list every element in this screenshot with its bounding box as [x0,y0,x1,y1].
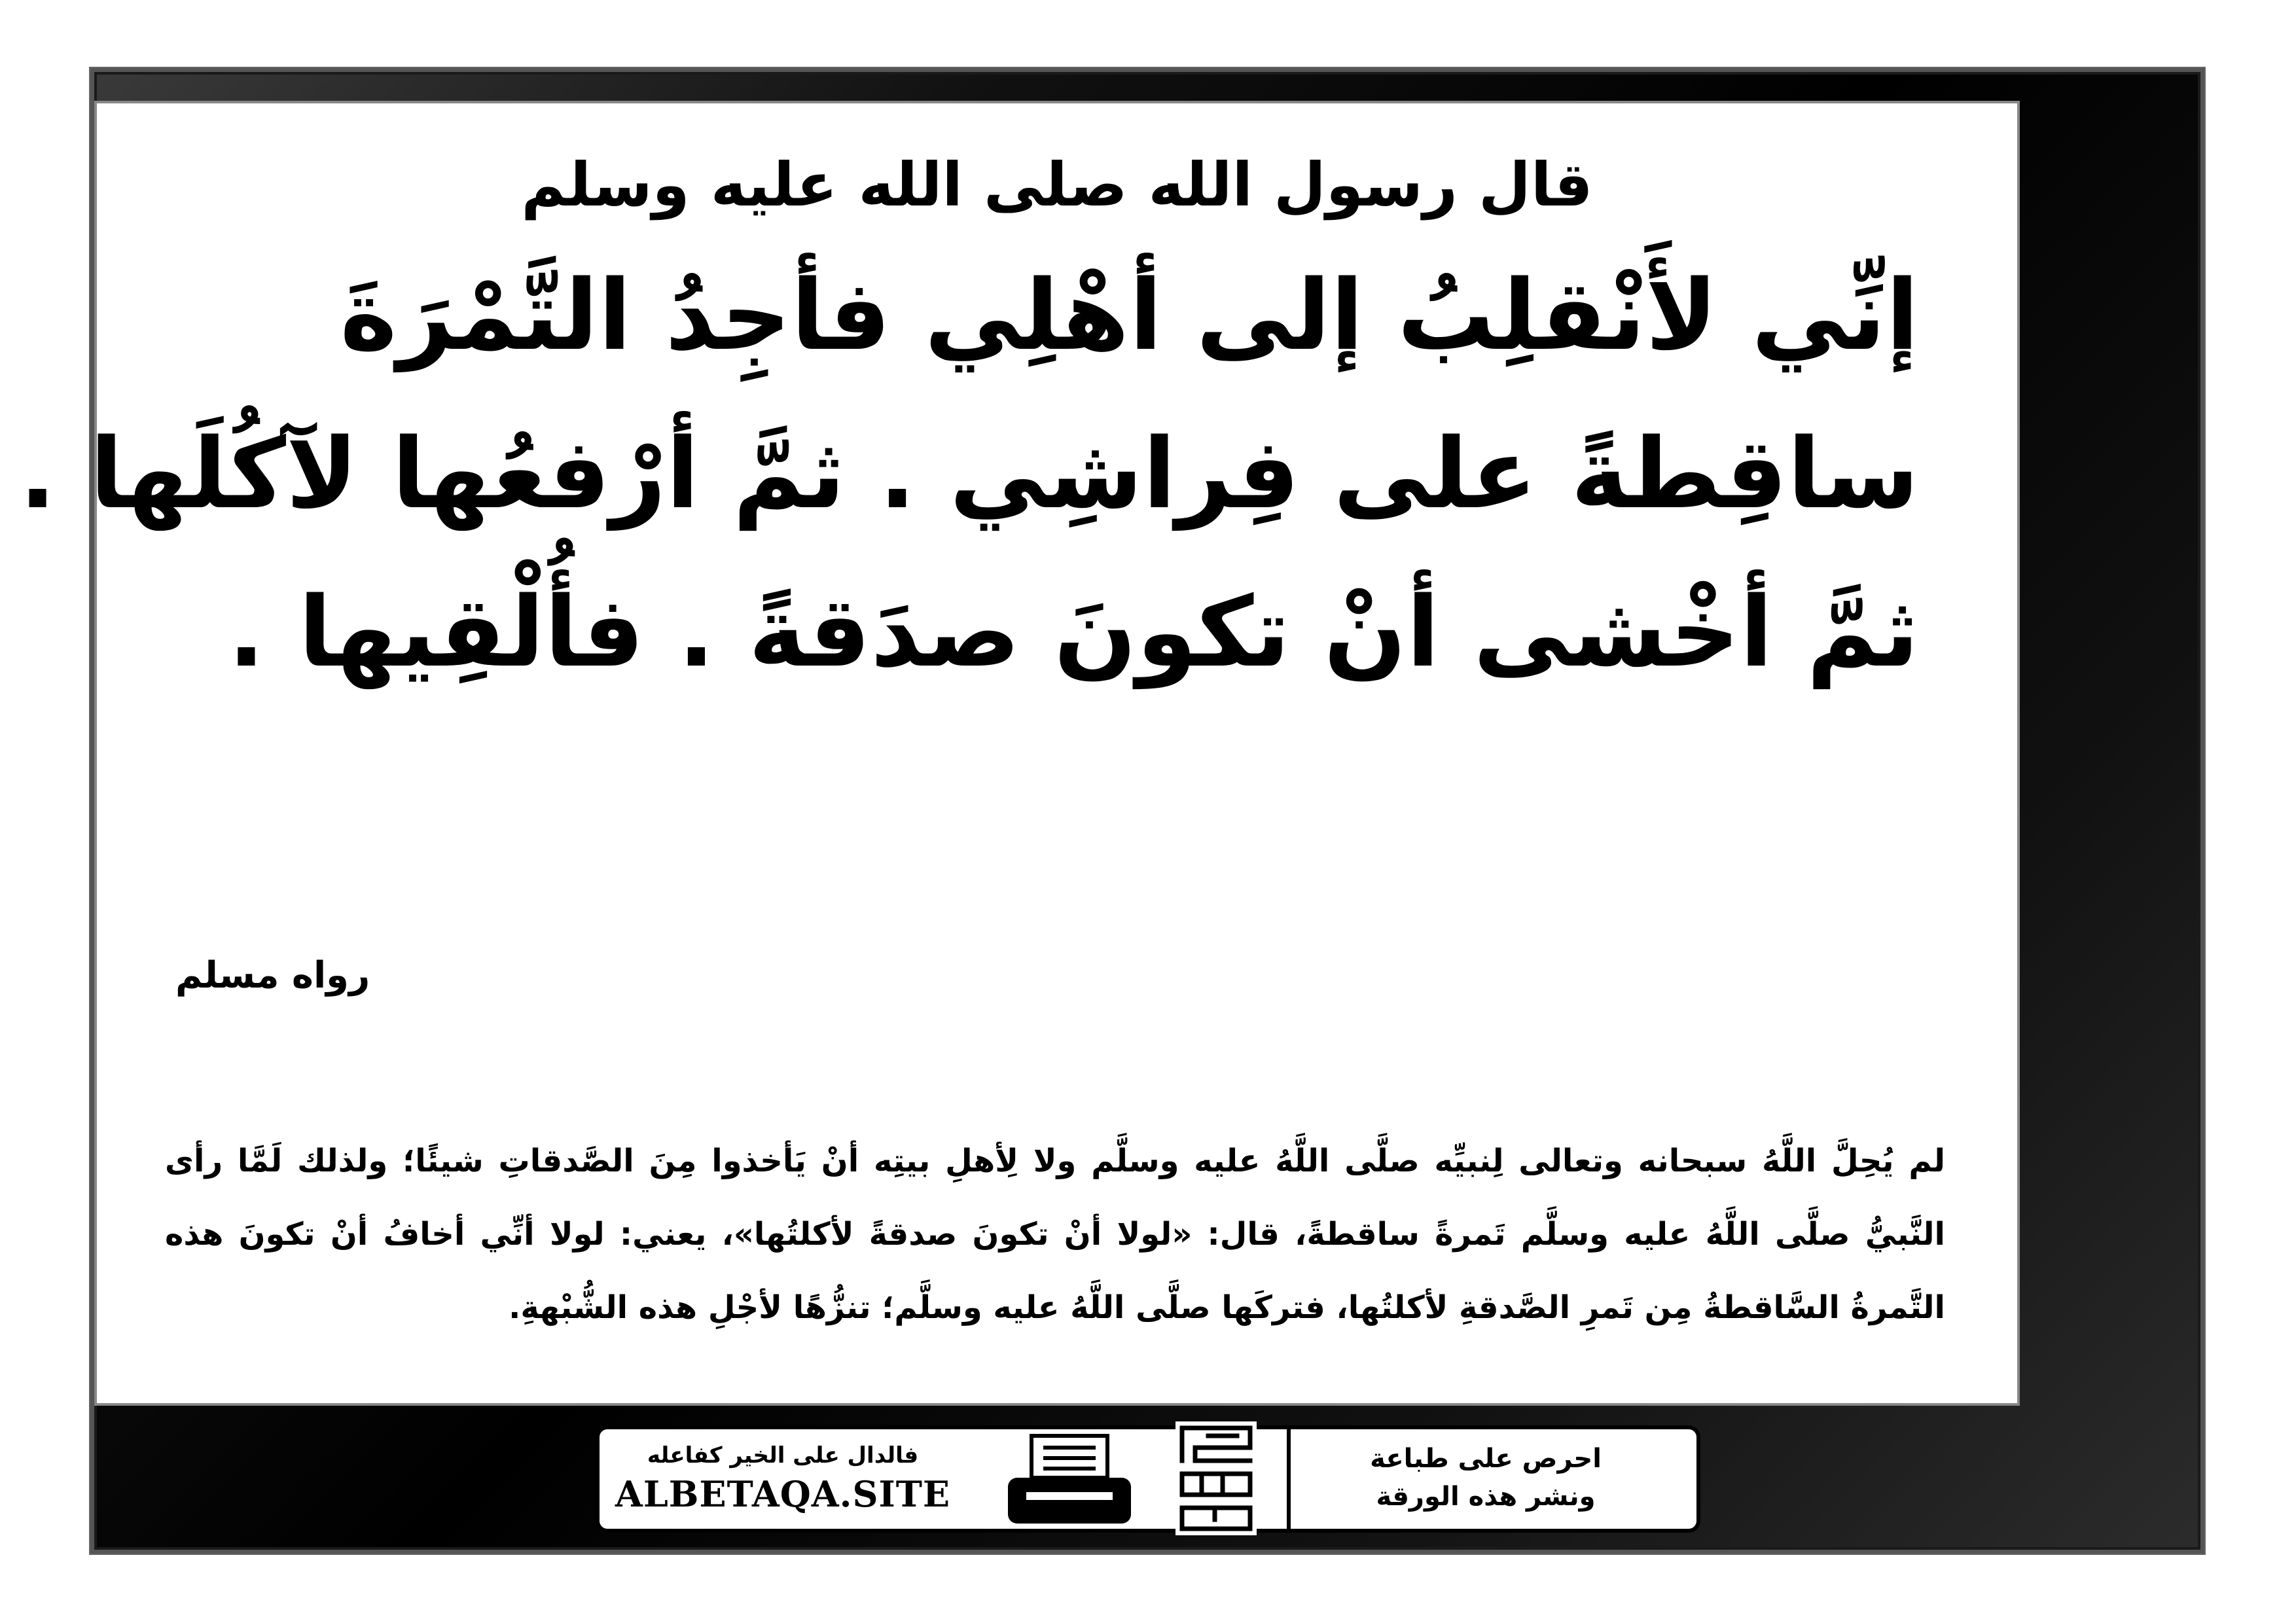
footer-banner [596,1425,1700,1533]
card-paper [19,103,2017,1403]
hadith-text [19,259,1919,742]
print-notice-line-1: احرص على طباعة [1370,1444,1602,1474]
card-heading: قال رسول الله صلى الله عليه وسلم [521,150,1593,220]
footer-slogan: فالدال على الخير كفاعله [647,1442,919,1469]
brand-logo [1175,1421,1257,1535]
footer-divider [1287,1429,1291,1529]
hadith-line-1: إنِّي لأَنْقلِبُ إلى أهْلِي فأجِدُ التَّمْرَةَ [340,259,1919,372]
hadith-line-2: ساقِطةً على فِراشِي . ثمَّ أرْفعُها لآكُلَها . [19,418,1919,530]
printer-icon [1004,1432,1135,1527]
commentary-paragraph: لم يُحِلَّ اللَّهُ سبحانه وتعالى لِنبيِّه صلَّى اللَّهُ عليه وسلَّم ولا لِأهلِ بيتِه أنْ يَأخذوا مِنَ الصَّدقاتِ شيئًا؛ ولذلك لَمَّا رأى النَّبيُّ صلَّى اللَّهُ عليه وسلَّم تَمرةً ساقطةً، قال: «لولا أنْ تكونَ صدقةً لأكلتُها»، يعني: لولا أنِّي أخافُ أنْ تكونَ هذه التَّمرةُ السَّاقطةُ مِن تَمرِ الصَّدقةِ لأكلتُها، فتركَها صلَّى اللَّهُ عليه وسلَّم؛ تنزُّهًا لأجْلِ هذه الشُّبْهةِ. [165,1143,1945,1326]
print-notice-line-2: ونشر هذه الورقة [1376,1482,1596,1512]
footer-site-block [613,1435,953,1524]
hadith-source: رواه مسلم [175,954,370,997]
footer-print-notice [1296,1440,1676,1518]
hadith-line-3: ثمَّ أخْشى أنْ تكونَ صدَقةً . فأُلْقِيها . [228,576,1919,688]
footer-site-link[interactable]: ALBETAQA.SITE [615,1473,951,1515]
